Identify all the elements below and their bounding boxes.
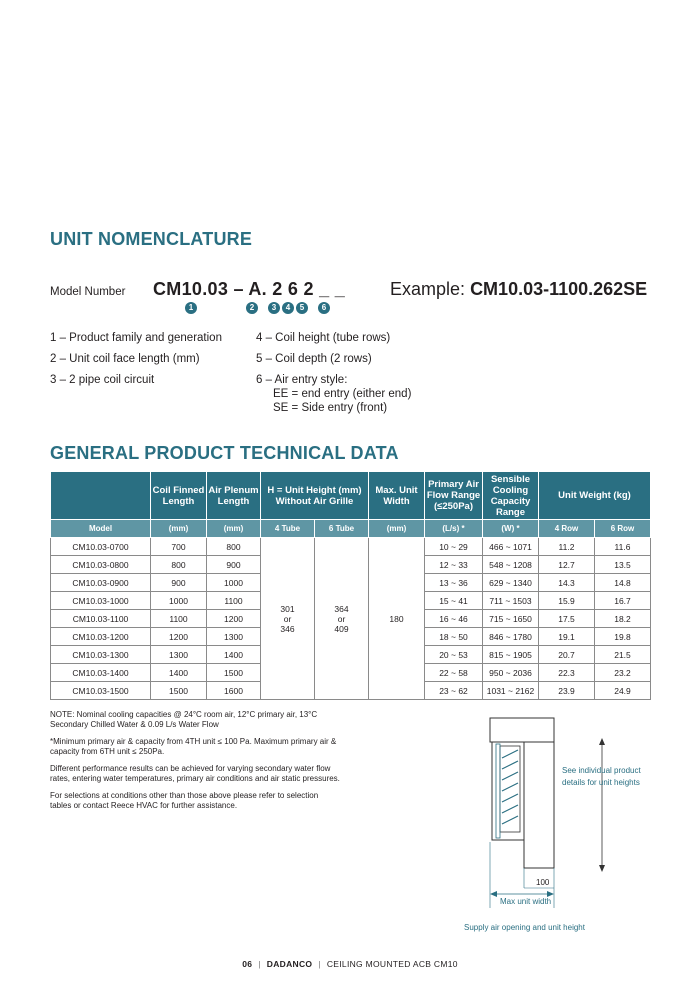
technical-data-table: [50, 471, 651, 700]
cell-flow-range: 15 ~ 41: [425, 592, 483, 610]
subheader-plenum: (mm): [207, 520, 261, 538]
cell-coil-length: 1200: [151, 628, 207, 646]
footer-page-number: 06: [242, 959, 253, 969]
cell-weight-6row: 13.5: [595, 556, 651, 574]
cell-model: CM10.03-1300: [51, 646, 151, 664]
subheader-width: (mm): [369, 520, 425, 538]
height-note-line1: See individual product: [562, 766, 641, 775]
cell-weight-6row: 11.6: [595, 538, 651, 556]
legend-item-4: 4 – Coil height (tube rows): [256, 332, 391, 344]
marker-3: 3: [268, 302, 280, 314]
cell-weight-4row: 12.7: [539, 556, 595, 574]
dim-value: 100: [536, 878, 550, 887]
model-number-label: Model Number: [50, 286, 126, 298]
cell-coil-length: 700: [151, 538, 207, 556]
footer-brand: DADANCO: [266, 959, 313, 969]
footer-product: CEILING MOUNTED ACB CM10: [326, 959, 458, 969]
height-arrow-top: [599, 738, 605, 745]
cell-coil-length: 1100: [151, 610, 207, 628]
cell-coil-length: 1400: [151, 664, 207, 682]
width-arrow-left: [490, 891, 497, 897]
cell-coil-length: 1300: [151, 646, 207, 664]
cell-weight-6row: 18.2: [595, 610, 651, 628]
6tube-or: or: [337, 613, 346, 624]
header-flow: Primary Air Flow Range (≤250Pa): [425, 472, 483, 520]
subheader-flow: (L/s) *: [425, 520, 483, 538]
cell-flow-range: 20 ~ 53: [425, 646, 483, 664]
cell-weight-6row: 23.2: [595, 664, 651, 682]
header-width: Max. Unit Width: [369, 472, 425, 520]
cell-flow-range: 22 ~ 58: [425, 664, 483, 682]
cell-unit-width: 180: [369, 538, 425, 700]
cell-weight-6row: 21.5: [595, 646, 651, 664]
legend-entry-se: SE = Side entry (front): [273, 402, 388, 414]
header-weight: Unit Weight (kg): [539, 472, 651, 520]
cell-flow-range: 10 ~ 29: [425, 538, 483, 556]
cell-flow-range: 18 ~ 50: [425, 628, 483, 646]
cell-coil-length: 900: [151, 574, 207, 592]
plenum-top: [490, 718, 554, 742]
cell-model: CM10.03-0900: [51, 574, 151, 592]
cell-weight-4row: 17.5: [539, 610, 595, 628]
cell-4tube-height: [261, 538, 315, 700]
cell-plenum-length: 1100: [207, 592, 261, 610]
note-min-max: *Minimum primary air & capacity from 4TH unit ≤ 100 Pa. Maximum primary air & capacity from 6TH unit ≤ 250Pa.: [50, 737, 337, 756]
cell-weight-6row: 16.7: [595, 592, 651, 610]
cell-plenum-length: 1600: [207, 682, 261, 700]
page-footer: 06 | DADANCO | CEILING MOUNTED ACB CM10: [242, 959, 458, 969]
legend-item-6: 6 – Air entry style:: [256, 374, 348, 386]
cell-capacity-range: 950 ~ 2036: [483, 664, 539, 682]
note-nominal: NOTE: Nominal cooling capacities @ 24°C room air, 12°C primary air, 13°C Secondary Chilled Water & 0.09 L/s Water Flow: [50, 710, 318, 729]
note-selections: For selections at conditions other than those above please refer to selection tables or contact Reece HVAC for further assistance.: [50, 791, 319, 810]
legend-item-2: 2 – Unit coil face length (mm): [50, 353, 200, 365]
cell-flow-range: 13 ~ 36: [425, 574, 483, 592]
cell-capacity-range: 629 ~ 1340: [483, 574, 539, 592]
cell-plenum-length: 1300: [207, 628, 261, 646]
marker-4: 4: [282, 302, 294, 314]
cell-weight-4row: 19.1: [539, 628, 595, 646]
diagram-caption: Supply air opening and unit height: [464, 923, 585, 932]
cell-capacity-range: 466 ~ 1071: [483, 538, 539, 556]
cell-model: CM10.03-1200: [51, 628, 151, 646]
cell-weight-4row: 14.3: [539, 574, 595, 592]
cell-weight-4row: 11.2: [539, 538, 595, 556]
marker-2: 2: [246, 302, 258, 314]
subheader-6row: 6 Row: [595, 520, 651, 538]
legend-right: [256, 331, 411, 415]
cell-capacity-range: 548 ~ 1208: [483, 556, 539, 574]
marker-1: 1: [185, 302, 197, 314]
height-note-line2: details for unit heights: [562, 778, 640, 787]
4tube-or: or: [283, 613, 292, 624]
cell-model: CM10.03-1400: [51, 664, 151, 682]
cell-plenum-length: 1500: [207, 664, 261, 682]
subheader-capacity: (W) *: [483, 520, 539, 538]
cell-coil-length: 1000: [151, 592, 207, 610]
cell-capacity-range: 815 ~ 1905: [483, 646, 539, 664]
6tube-a: 364: [334, 603, 349, 614]
cell-plenum-length: 800: [207, 538, 261, 556]
legend-item-3: 3 – 2 pipe coil circuit: [50, 374, 155, 386]
cell-flow-range: 23 ~ 62: [425, 682, 483, 700]
unit-diagram: [464, 712, 670, 942]
cell-weight-6row: 19.8: [595, 628, 651, 646]
subheader-coil: (mm): [151, 520, 207, 538]
subheader-6tube: 6 Tube: [315, 520, 369, 538]
cell-plenum-length: 900: [207, 556, 261, 574]
legend-left: [50, 331, 222, 387]
cell-model: CM10.03-1000: [51, 592, 151, 610]
cell-plenum-length: 1200: [207, 610, 261, 628]
marker-6: 6: [318, 302, 330, 314]
cell-capacity-range: 711 ~ 1503: [483, 592, 539, 610]
table-row: [51, 538, 651, 556]
4tube-b: 346: [280, 623, 295, 634]
coil-frame: [500, 746, 520, 832]
cell-model: CM10.03-1500: [51, 682, 151, 700]
cell-model: CM10.03-0700: [51, 538, 151, 556]
cell-weight-4row: 23.9: [539, 682, 595, 700]
subheader-model: Model: [51, 520, 151, 538]
legend-entry-ee: EE = end entry (either end): [273, 388, 412, 400]
cell-coil-length: 1500: [151, 682, 207, 700]
cell-weight-6row: 24.9: [595, 682, 651, 700]
cell-coil-length: 800: [151, 556, 207, 574]
cell-6tube-height: [315, 538, 369, 700]
table-body: [51, 538, 651, 700]
cell-weight-4row: 15.9: [539, 592, 595, 610]
cell-plenum-length: 1000: [207, 574, 261, 592]
header-plenum: Air Plenum Length: [207, 472, 261, 520]
unit-body: [524, 742, 554, 868]
example-prefix: Example:: [390, 279, 466, 299]
subheader-4row: 4 Row: [539, 520, 595, 538]
cell-flow-range: 16 ~ 46: [425, 610, 483, 628]
dim-label: Max unit width: [500, 897, 552, 906]
model-number-code: CM10.03 – A. 2 6 2 _ _: [153, 279, 346, 299]
header-coil: Coil Finned Length: [151, 472, 207, 520]
cell-model: CM10.03-0800: [51, 556, 151, 574]
6tube-b: 409: [334, 623, 349, 634]
note-performance: Different performance results can be achieved for varying secondary water flow rates, entering water temperatures, primary air conditions and air static pressures.: [50, 764, 340, 783]
example-code: CM10.03-1100.262SE: [470, 279, 648, 299]
cell-weight-4row: 22.3: [539, 664, 595, 682]
cell-weight-4row: 20.7: [539, 646, 595, 664]
cell-capacity-range: 846 ~ 1780: [483, 628, 539, 646]
cell-model: CM10.03-1100: [51, 610, 151, 628]
model-example: [390, 279, 647, 300]
header-height: H = Unit Height (mm) Without Air Grille: [261, 472, 369, 520]
cell-plenum-length: 1400: [207, 646, 261, 664]
cell-capacity-range: 715 ~ 1650: [483, 610, 539, 628]
header-capacity: Sensible Cooling Capacity Range: [483, 472, 539, 520]
height-arrow-bottom: [599, 865, 605, 872]
header-blank: [51, 472, 151, 520]
general-data-title: GENERAL PRODUCT TECHNICAL DATA: [50, 443, 399, 463]
notes: [50, 710, 340, 818]
nomenclature-title: UNIT NOMENCLATURE: [50, 229, 253, 249]
legend-item-1: 1 – Product family and generation: [50, 332, 222, 344]
marker-5: 5: [296, 302, 308, 314]
cell-weight-6row: 14.8: [595, 574, 651, 592]
legend-item-5: 5 – Coil depth (2 rows): [256, 353, 372, 365]
cell-capacity-range: 1031 ~ 2162: [483, 682, 539, 700]
4tube-a: 301: [280, 603, 295, 614]
subheader-4tube: 4 Tube: [261, 520, 315, 538]
cell-flow-range: 12 ~ 33: [425, 556, 483, 574]
